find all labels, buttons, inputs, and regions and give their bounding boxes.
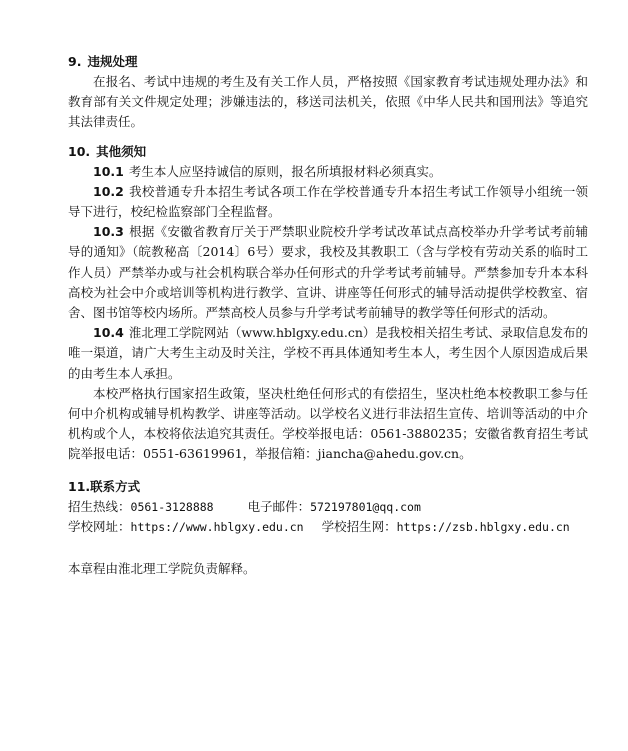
item-10-3-number: 10.3 xyxy=(93,224,124,240)
hotline-value: 0561-3128888 xyxy=(130,499,214,514)
item-10-1 xyxy=(68,162,588,182)
item-10-4 xyxy=(68,323,588,384)
contact-line-2 xyxy=(68,517,588,537)
item-10-1-number: 10.1 xyxy=(93,163,124,179)
section-9-title: 违规处理 xyxy=(87,54,138,69)
site-label: 学校网址： xyxy=(68,518,131,534)
admission-site-label: 学校招生网： xyxy=(321,518,397,534)
hotline-label: 招生热线： xyxy=(68,498,131,514)
item-10-2-number: 10.2 xyxy=(93,183,124,199)
section-11-title: 联系方式 xyxy=(90,478,141,494)
section-11-heading xyxy=(68,477,588,497)
item-10-2-text: 我校普通专升本招生考试各项工作在学校普通专升本招生考试工作领导小组统一领导下进行，校纪检监察部门全程监督。 xyxy=(68,183,588,220)
section-10-number: 10. xyxy=(68,143,91,159)
section-10-closing: 本校严格执行国家招生政策，坚决杜绝任何形式的有偿招生，坚决杜绝本校教职工参与任何中介机构或辅导机构教学、讲座等活动。以学校名义进行非法招生宣传、培训等活动的中介机构或个人，本校将依法追究其责任。学校举报电话：0561-3880235；安徽省教育招生考试院举报电话：0551-63619961，举报信箱：jiancha@ahedu.gov.cn。 xyxy=(68,385,588,462)
section-10-heading xyxy=(68,142,588,162)
email-label: 电子邮件： xyxy=(247,498,311,514)
item-10-3 xyxy=(68,222,588,323)
contact-line-1 xyxy=(68,497,588,517)
section-9-heading xyxy=(68,52,588,72)
section-10-title: 其他须知 xyxy=(96,143,147,159)
section-11-number: 11. xyxy=(68,478,91,494)
admission-site-link[interactable]: https://zsb.hblgxy.edu.cn xyxy=(396,519,570,534)
footer-note: 本章程由淮北理工学院负责解释。 xyxy=(68,561,256,577)
item-10-2 xyxy=(68,182,588,222)
section-9-body: 在报名、考试中违规的考生及有关工作人员，严格按照《国家教育考试违规处理办法》和教育部有关文件规定处理；涉嫌违法的，移送司法机关，依照《中华人民共和国刑法》等追究其法律责任。 xyxy=(68,74,588,130)
section-9-number: 9. xyxy=(68,54,82,69)
item-10-4-text: 淮北理工学院网站（www.hblgxy.edu.cn）是我校相关招生考试、录取信息发布的唯一渠道，请广大考生主动及时关注，学校不再具体通知考生本人，考生因个人原因造成后果的由考生本人承担。 xyxy=(68,325,588,381)
document-page xyxy=(68,52,588,579)
email-value[interactable]: 572197801@qq.com xyxy=(310,499,421,514)
site-link[interactable]: https://www.hblgxy.edu.cn xyxy=(130,519,304,534)
item-10-1-text: 考生本人应坚持诚信的原则，报名所填报材料必须真实。 xyxy=(128,163,442,179)
item-10-4-number: 10.4 xyxy=(93,325,124,341)
item-10-3-text: 根据《安徽省教育厅关于严禁职业院校升学考试改革试点高校举办升学考试考前辅导的通知》（皖教秘高〔2014〕6号）要求，我校及其教职工（含与学校有劳动关系的临时工作人员）严禁举办或与社会机构联合举办任何形式的升学考试考前辅导。严禁参加专升本本科高校为社会中介或培训等机构进行教学、宣讲、讲座等任何形式的辅导活动提供学校教室、宿舍、图书馆等校内场所。严禁高校人员参与升学考试考前辅导的教学等任何形式的活动。 xyxy=(68,224,588,321)
